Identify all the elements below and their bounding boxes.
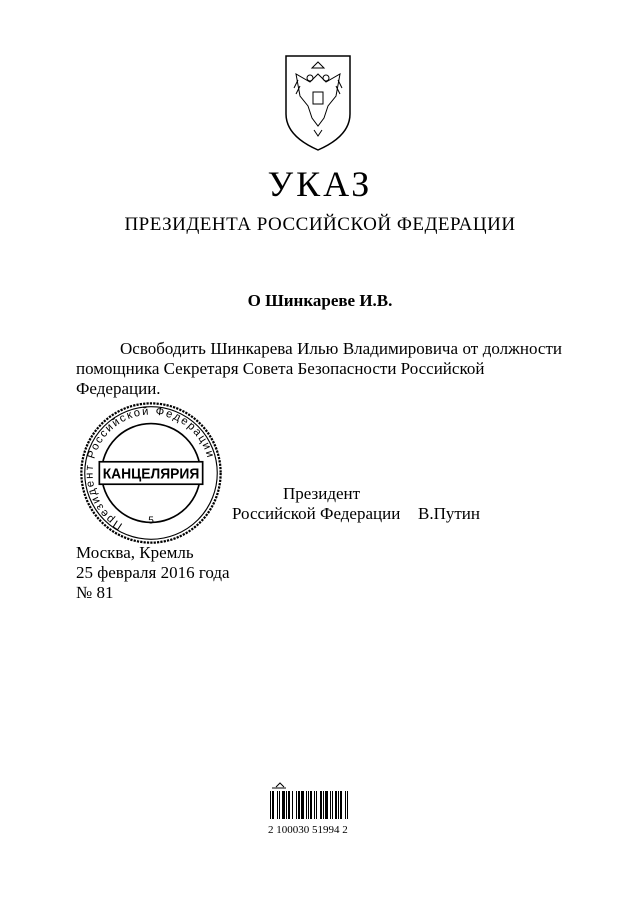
body-line: Освободить Шинкарева Илью Владимировича от должности [120,339,562,358]
barcode-bar [279,791,280,819]
barcode-bar [340,791,342,819]
barcode-bar [325,791,328,819]
barcode-bar [347,791,348,819]
barcode-bar [310,791,312,819]
signature-position-line2: Российской Федерации [232,504,401,523]
barcode-bar [335,791,337,819]
document-title: УКАЗ [267,164,373,204]
body-line: помощника Секретаря Совета Безопасности Российской Федерации. [76,359,485,398]
signatory-name: В.Путин [418,504,480,523]
barcode-bar [306,791,307,819]
document-subtitle: ПРЕЗИДЕНТА РОССИЙСКОЙ ФЕДЕРАЦИИ [124,214,516,235]
barcode-bar [277,791,278,819]
barcode-bar [345,791,346,819]
barcode-bar [314,791,315,819]
barcode-bar [332,791,333,819]
barcode-bar [338,791,339,819]
date: 25 февраля 2016 года [76,563,230,582]
stamp-ring-text: Президент Российской Федерации [83,405,217,532]
barcode [268,781,354,821]
barcode-bar [316,791,317,819]
barcode-bar [323,791,324,819]
barcode-bar [270,791,271,819]
place: Москва, Кремль [76,543,194,562]
decree-body [76,339,562,399]
stamp-number: 5 [148,515,154,527]
barcode-bar [282,791,285,819]
barcode-bar [301,791,304,819]
barcode-bar [292,791,293,819]
decree-number: № 81 [76,583,114,602]
barcode-bar [320,791,322,819]
barcode-bar [308,791,309,819]
barcode-bar [298,791,300,819]
barcode-bar [272,791,274,819]
signature-position-line1: Президент [283,484,361,503]
stamp-center-text: КАНЦЕЛЯРИЯ [102,466,200,483]
coat-of-arms-emblem-icon [282,52,354,152]
barcode-bar [330,791,331,819]
barcode-number: 2 100030 51994 2 [268,824,348,836]
office-stamp [78,400,224,546]
barcode-bar [286,791,287,819]
barcode-bar [296,791,297,819]
decree-heading: О Шинкареве И.В. [247,291,393,310]
barcode-bar [288,791,290,819]
